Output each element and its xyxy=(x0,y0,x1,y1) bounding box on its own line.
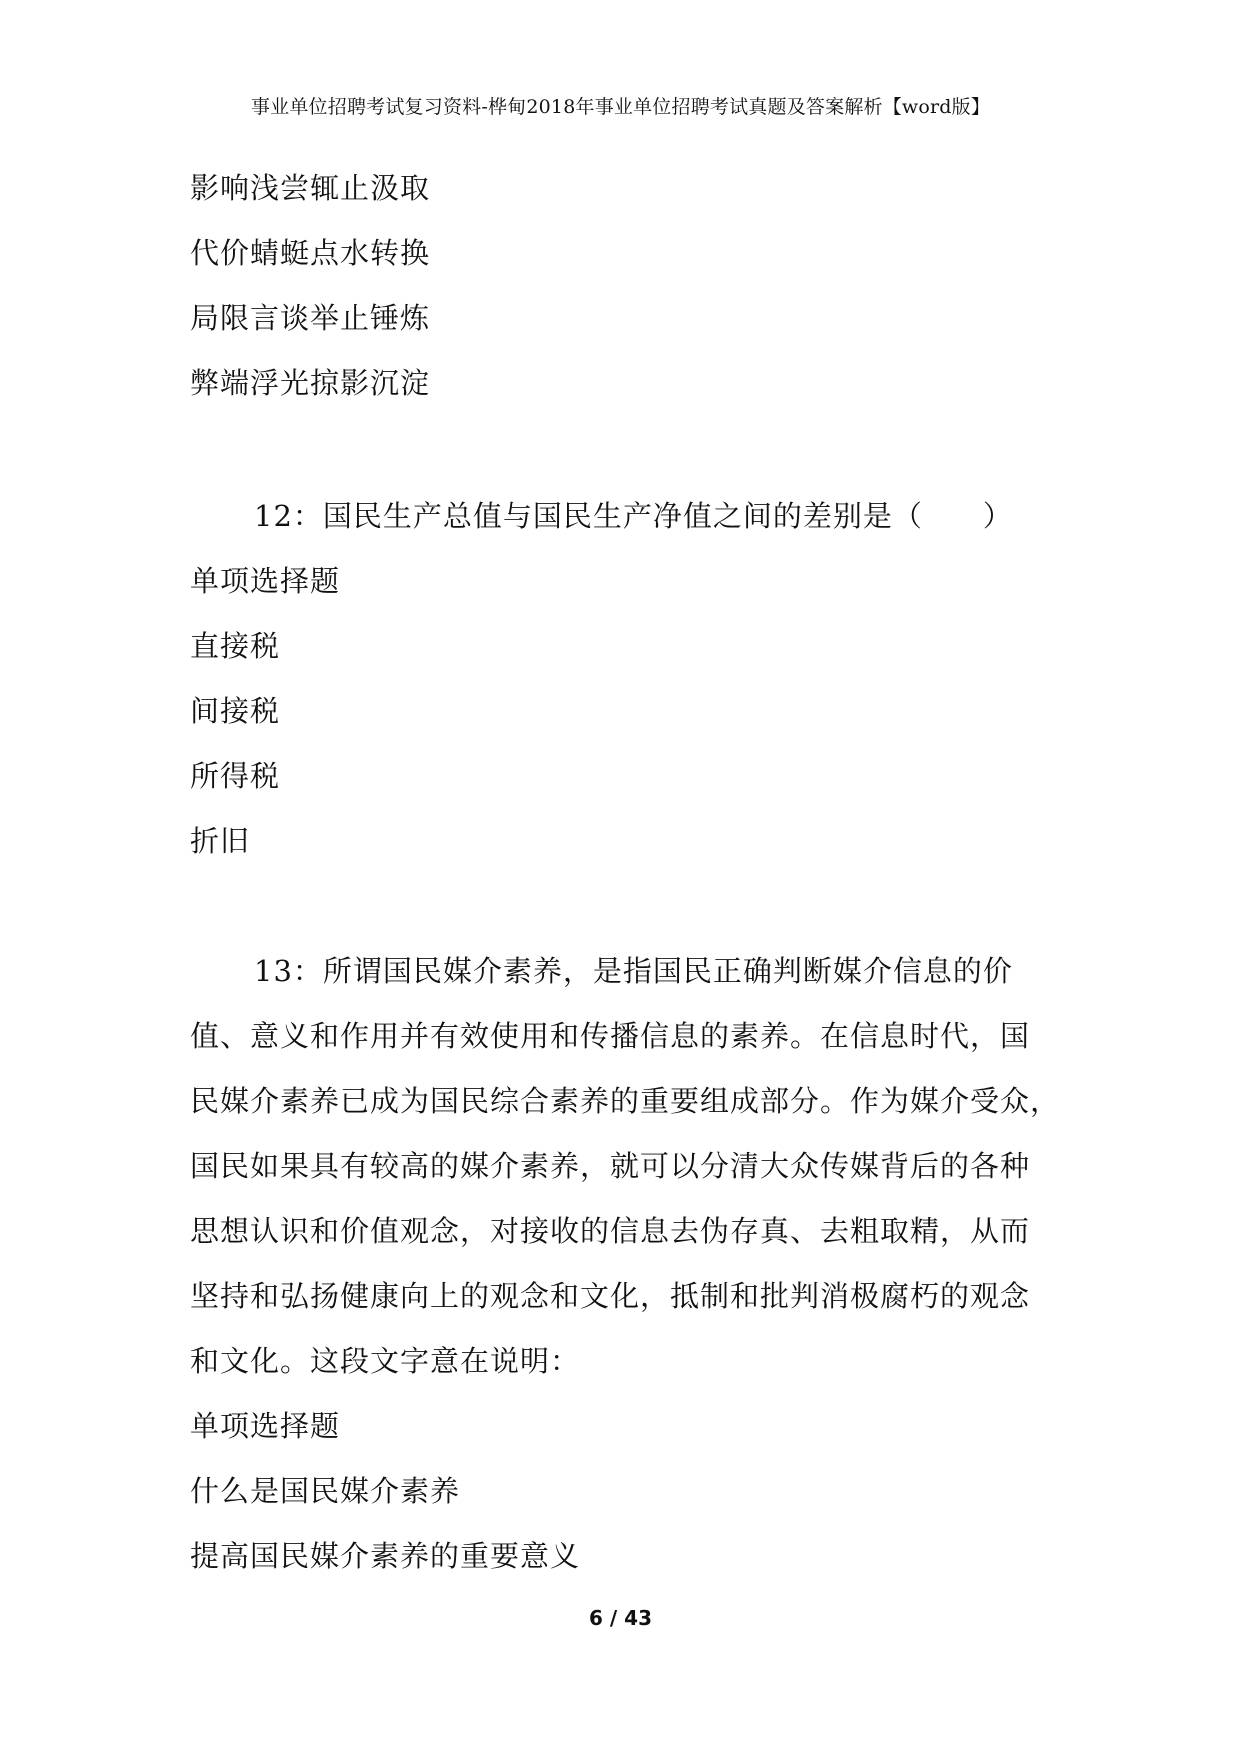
question-13-text-line: 坚持和弘扬健康向上的观念和文化，抵制和批判消极腐朽的观念 xyxy=(190,1279,1031,1313)
question-13-text-line: 国民如果具有较高的媒介素养，就可以分清大众传媒背后的各种 xyxy=(190,1149,1031,1183)
option-line: 提高国民媒介素养的重要意义 xyxy=(190,1539,581,1573)
option-line: 代价蜻蜓点水转换 xyxy=(190,236,431,270)
previous-question-options xyxy=(190,156,1070,416)
option-line: 间接税 xyxy=(190,694,281,728)
option-line: 影响浅尝辄止汲取 xyxy=(190,171,431,205)
question-type: 单项选择题 xyxy=(190,564,341,598)
option-line: 局限言谈举止锤炼 xyxy=(190,301,431,335)
option-line: 所得税 xyxy=(190,759,281,793)
option-line: 什么是国民媒介素养 xyxy=(190,1474,461,1508)
question-13-text-line: 值、意义和作用并有效使用和传播信息的素养。在信息时代，国 xyxy=(190,1019,1031,1053)
question-12-text: 12：国民生产总值与国民生产净值之间的差别是（ ） xyxy=(254,499,1013,533)
question-13 xyxy=(190,939,1070,1589)
option-line: 直接税 xyxy=(190,629,281,663)
page-number: 6 / 43 xyxy=(589,1606,652,1630)
question-13-text-line: 和文化。这段文字意在说明： xyxy=(190,1344,581,1378)
question-type: 单项选择题 xyxy=(190,1409,341,1443)
question-12 xyxy=(190,484,1070,874)
question-13-text-line: 民媒介素养已成为国民综合素养的重要组成部分。作为媒介受众， xyxy=(190,1084,1061,1118)
page-header: 事业单位招聘考试复习资料-桦甸2018年事业单位招聘考试真题及答案解析【word版】 xyxy=(250,96,991,118)
question-13-text-line: 思想认识和价值观念，对接收的信息去伪存真、去粗取精，从而 xyxy=(190,1214,1031,1248)
option-line: 弊端浮光掠影沉淀 xyxy=(190,366,431,400)
option-line: 折旧 xyxy=(190,824,251,858)
question-13-text-line: 13：所谓国民媒介素养，是指国民正确判断媒介信息的价 xyxy=(254,954,1013,988)
